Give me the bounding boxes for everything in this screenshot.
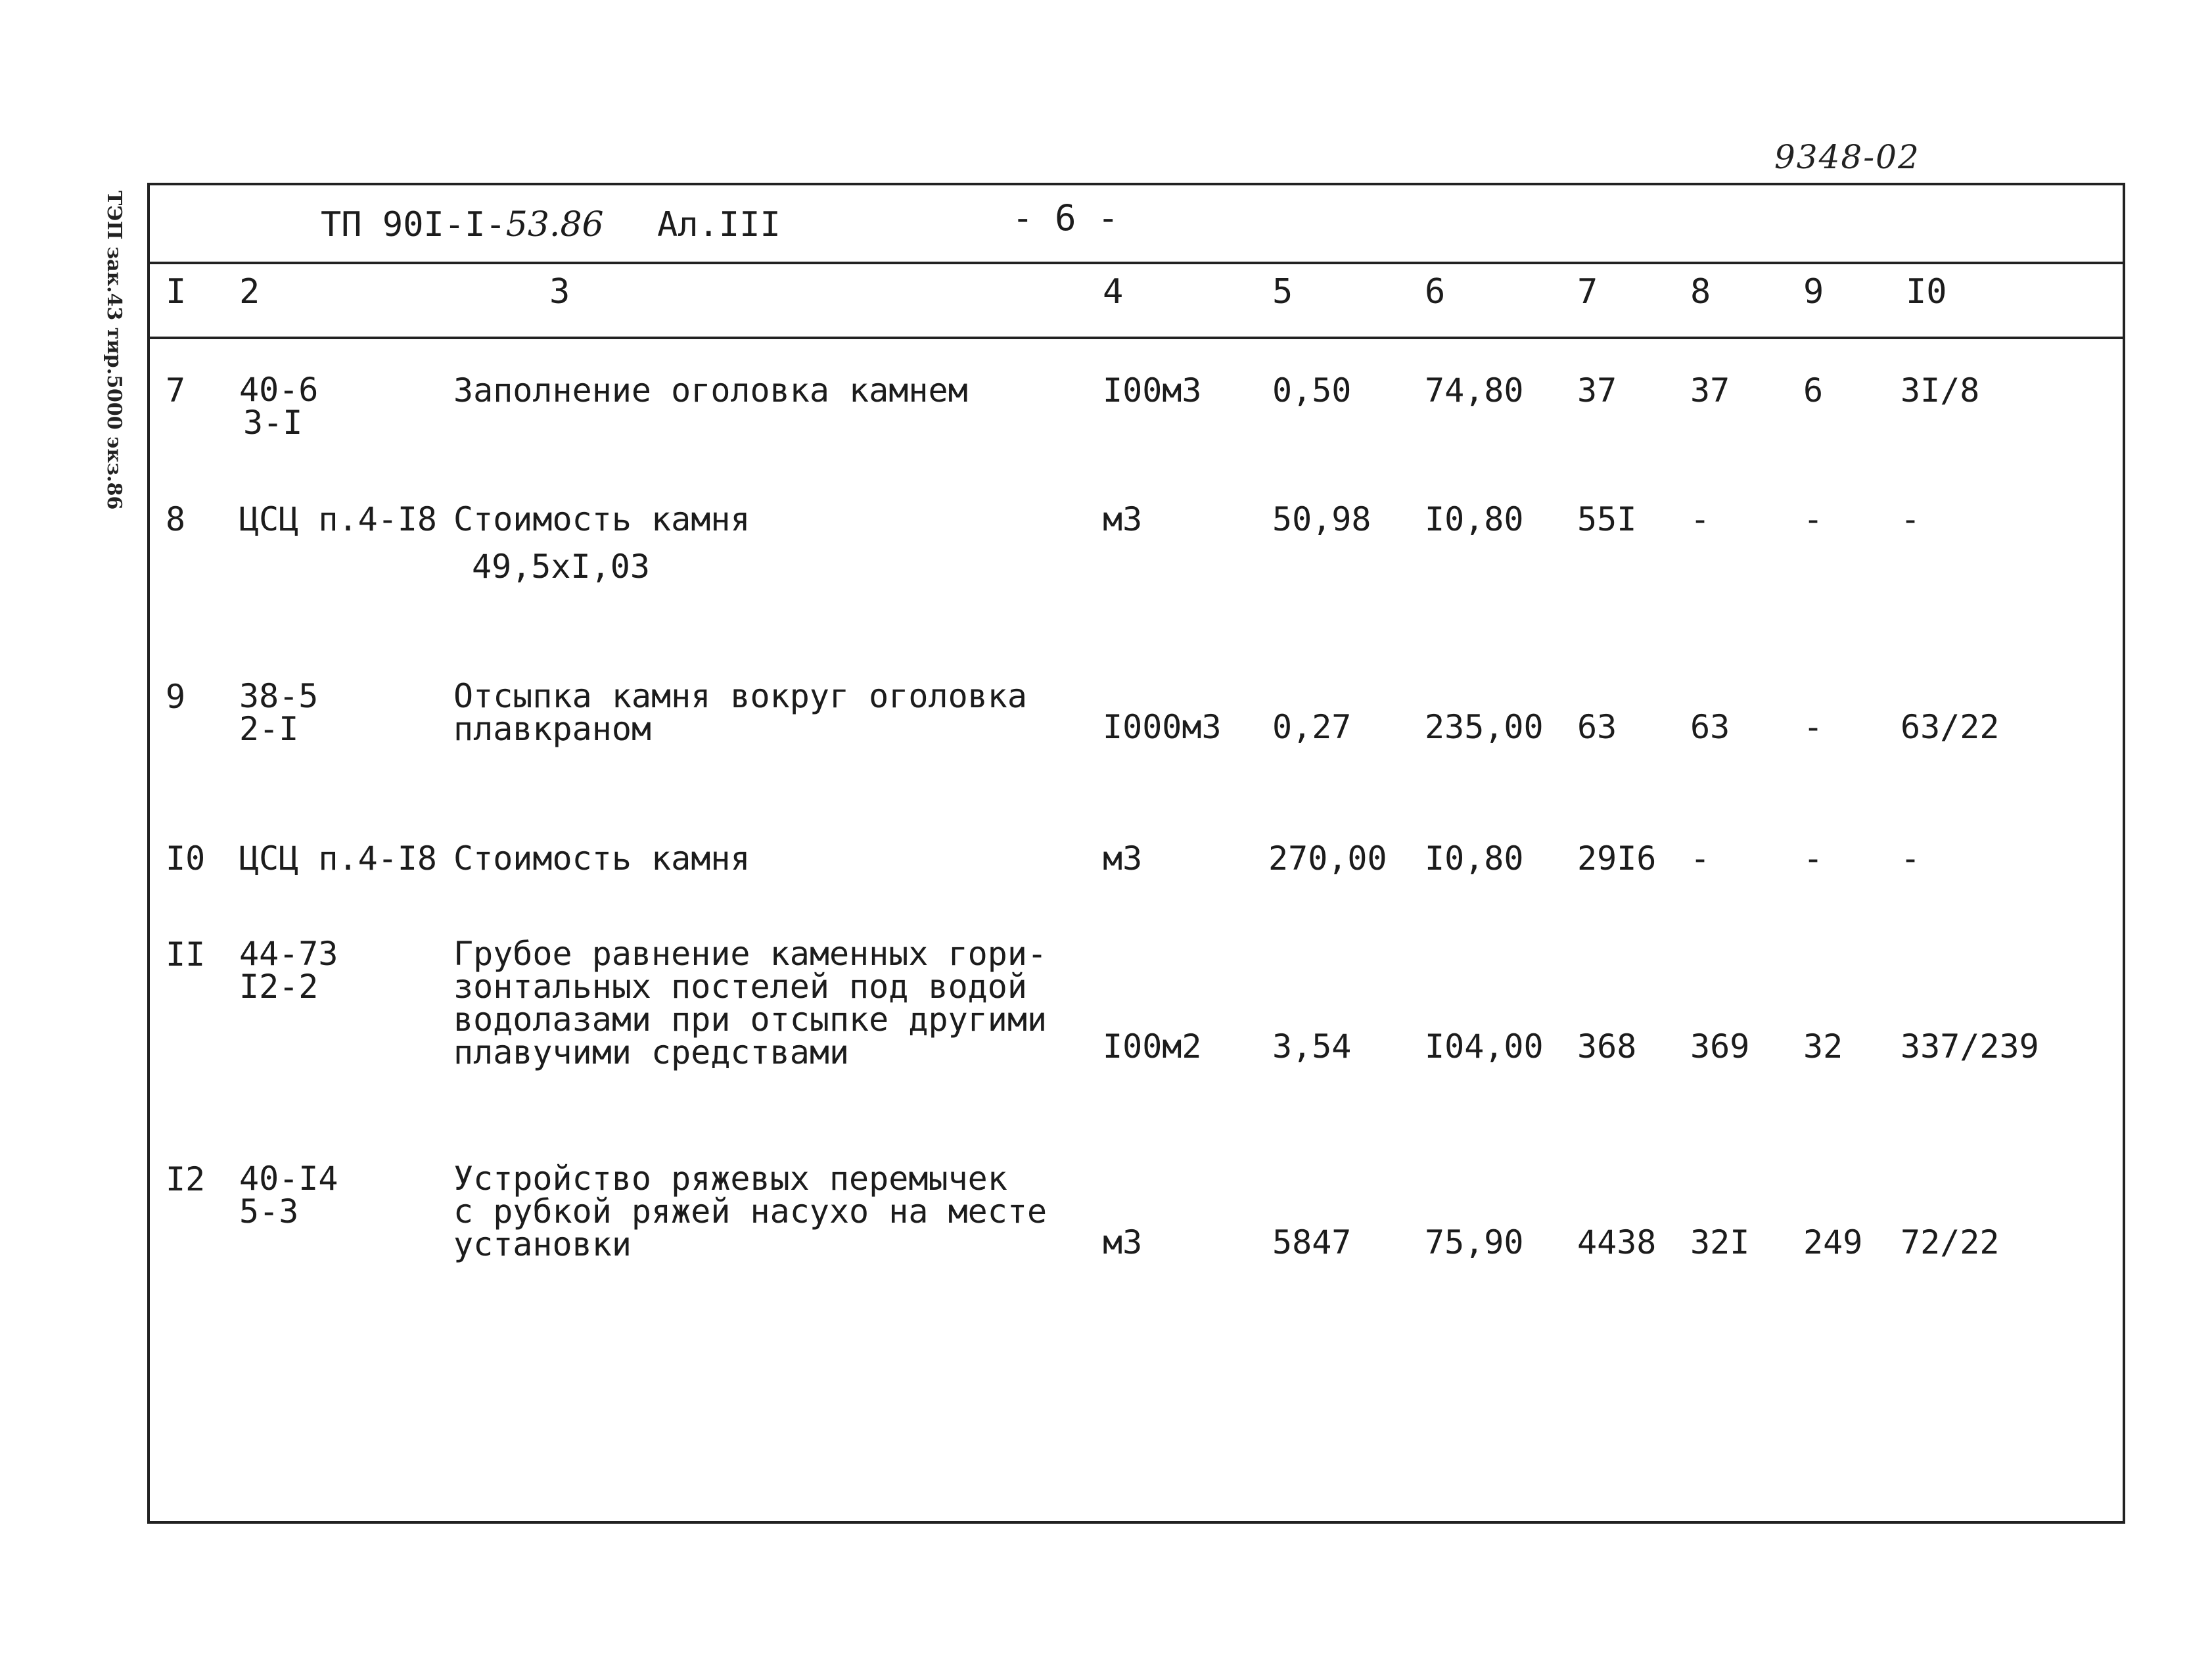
header-divider — [147, 262, 2125, 264]
norm-code: 40-6 3-I — [239, 371, 319, 442]
work-name: Грубое равнение каменных гори- зонтальных постелей под водой водолазами при отсыпке другими плавучими средствами — [453, 935, 1048, 1071]
total-cost: 63 — [1577, 708, 1617, 746]
column-10-value: 3I/8 — [1901, 371, 1980, 410]
column-header: 4 — [1103, 272, 1124, 312]
document-registration-number: 9348-02 — [1774, 138, 1920, 176]
total-cost: 29I6 — [1577, 839, 1657, 878]
quantity: 0,50 — [1272, 371, 1352, 410]
project-code-number: 53.86 — [505, 205, 604, 245]
total-cost: 368 — [1577, 1027, 1637, 1066]
unit: I00м3 — [1103, 371, 1202, 410]
column-header: I — [166, 272, 187, 312]
column-10-value: 337/239 — [1901, 1027, 2039, 1066]
unit-price: 75,90 — [1425, 1223, 1524, 1261]
column-9-value: - — [1803, 500, 1824, 538]
column-9-value: - — [1803, 839, 1824, 878]
column-10-value: 72/22 — [1901, 1223, 2000, 1261]
column-header: 7 — [1577, 272, 1598, 312]
column-9-value: - — [1803, 708, 1824, 746]
unit-price: I0,80 — [1425, 839, 1524, 878]
column-8-value: - — [1690, 500, 1711, 538]
work-name: Отсыпка камня вокруг оголовка плавкраном — [453, 677, 1027, 748]
work-name: Стоимость камня 49,5хI,03 — [453, 500, 750, 586]
column-8-value: 369 — [1690, 1027, 1750, 1066]
row-number: 8 — [166, 500, 186, 538]
norm-code: 44-73 I2-2 — [239, 935, 338, 1006]
quantity: 3,54 — [1272, 1027, 1352, 1066]
work-name: Заполнение оголовка камнем — [453, 371, 968, 410]
project-code — [321, 205, 604, 245]
unit: м3 — [1103, 839, 1143, 878]
quantity: 270,00 — [1268, 839, 1387, 878]
column-header: 9 — [1803, 272, 1824, 312]
unit-price: I0,80 — [1425, 500, 1524, 538]
column-header: 8 — [1690, 272, 1711, 312]
column-header: 2 — [239, 272, 260, 312]
unit-price: 74,80 — [1425, 371, 1524, 410]
column-9-value: 249 — [1803, 1223, 1863, 1261]
unit: I00м2 — [1103, 1027, 1202, 1066]
page-number: - 6 - — [1012, 197, 1119, 239]
quantity: 50,98 — [1272, 500, 1371, 538]
column-10-value: 63/22 — [1901, 708, 2000, 746]
print-order-stamp: ТЭП зак.43 тир.5000 экз.86 — [103, 191, 126, 510]
column-header: I0 — [1906, 272, 1947, 312]
column-8-value: 63 — [1690, 708, 1730, 746]
unit-price: 235,00 — [1425, 708, 1544, 746]
total-cost: 55I — [1577, 500, 1637, 538]
column-9-value: 6 — [1803, 371, 1824, 410]
column-10-value: - — [1901, 500, 1921, 538]
column-9-value: 32 — [1803, 1027, 1843, 1066]
norm-code: 38-5 2-I — [239, 677, 319, 748]
norm-code: 40-I4 5-3 — [239, 1160, 338, 1231]
row-number: 7 — [166, 371, 186, 410]
unit: I000м3 — [1103, 708, 1222, 746]
row-number: 9 — [166, 678, 186, 716]
quantity: 5847 — [1272, 1223, 1352, 1261]
unit: м3 — [1103, 500, 1143, 538]
total-cost: 37 — [1577, 371, 1617, 410]
column-8-value: - — [1690, 839, 1711, 878]
row-number: I0 — [166, 839, 206, 878]
norm-code: ЦСЦ п.4-I8 — [239, 839, 438, 878]
work-name: Устройство ряжевых перемычек с рубкой ряжей насухо на месте установки — [453, 1160, 1048, 1263]
column-header-divider — [147, 337, 2125, 339]
column-8-value: 32I — [1690, 1223, 1750, 1261]
column-header: 6 — [1425, 272, 1446, 312]
column-header: 5 — [1272, 272, 1293, 312]
unit-price: I04,00 — [1425, 1027, 1544, 1066]
project-code-prefix: ТП 90I-I- — [321, 205, 506, 245]
album-number: Ал.III — [657, 205, 781, 245]
row-number: II — [166, 935, 206, 974]
column-header: 3 — [549, 272, 570, 312]
unit: м3 — [1103, 1223, 1143, 1261]
row-number: I2 — [166, 1160, 206, 1198]
quantity: 0,27 — [1272, 708, 1352, 746]
work-name: Стоимость камня — [453, 839, 750, 878]
column-10-value: - — [1901, 839, 1921, 878]
total-cost: 4438 — [1577, 1223, 1657, 1261]
norm-code: ЦСЦ п.4-I8 — [239, 500, 438, 538]
column-8-value: 37 — [1690, 371, 1730, 410]
